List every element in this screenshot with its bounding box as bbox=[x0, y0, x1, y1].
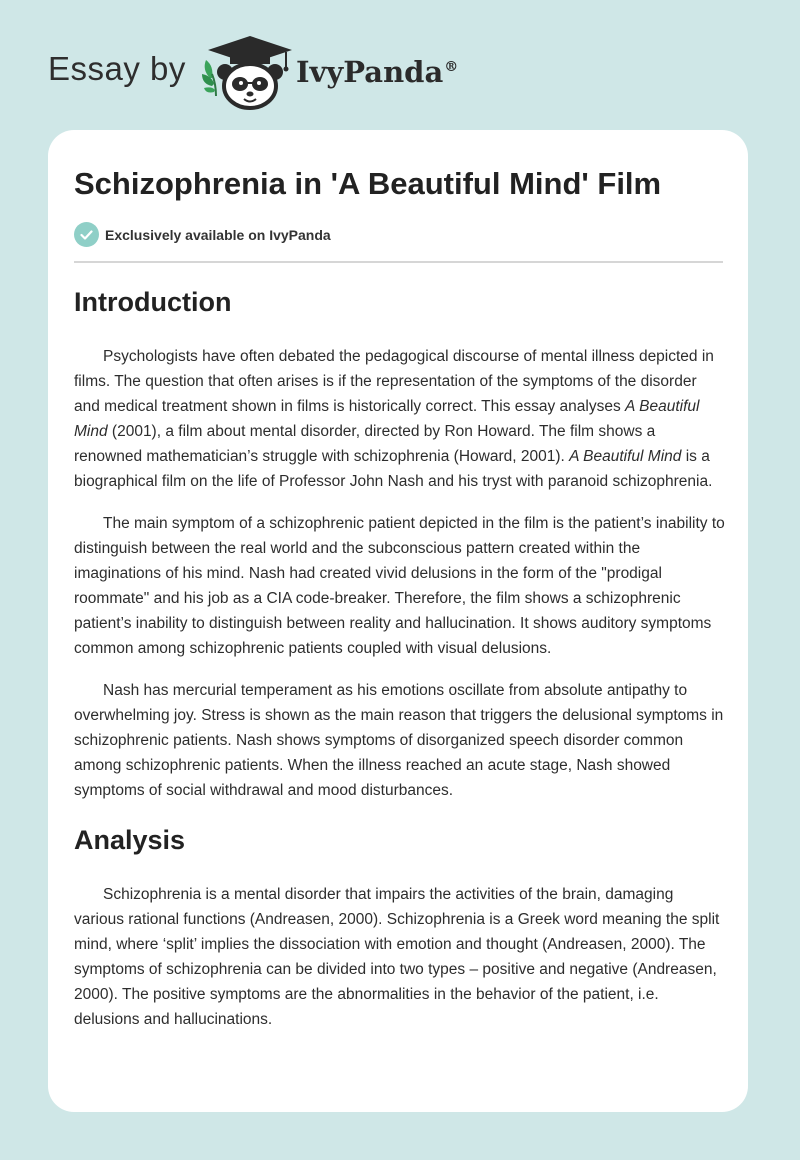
panda-logo-icon bbox=[200, 34, 300, 110]
paragraph-text: Psychologists have often debated the pedagogical discourse of mental illness depicted in films. The question that often arises is if the representation of the symptoms of the disorder and medical treatment shown in films is historically correct. This essay analyses bbox=[74, 348, 714, 415]
paragraph: The main symptom of a schizophrenic patient depicted in the film is the patient’s inability to distinguish between the real world and the subconscious pattern created within the imaginations of his mind. Nash had created vivid delusions in the form of the "prodigal roommate" and his job as a CIA code-breaker. Therefore, the film shows a schizophrenic patient’s inability to distinguish between reality and hallucination. It shows auditory symptoms common among schizophrenic patients coupled with visual delusions. bbox=[74, 515, 725, 657]
divider bbox=[74, 261, 723, 263]
paragraph bbox=[74, 344, 726, 494]
registered-mark: ® bbox=[444, 59, 459, 76]
section-heading-analysis: Analysis bbox=[74, 825, 186, 855]
essay-by-text: Essay by bbox=[48, 50, 186, 87]
checkmark-icon bbox=[74, 222, 99, 247]
section-heading-introduction: Introduction bbox=[74, 287, 232, 317]
paragraph: Schizophrenia is a mental disorder that impairs the activities of the brain, damaging various rational functions (Andreasen, 2000). Schizophrenia is a Greek word meaning the split mind, where ‘split’ implies the dissociation with emotion and thought (Andreasen, 2000). The symptoms of schizophrenia can be divided into two types – positive and negative (Andreasen, 2000). The positive symptoms are the abnormalities in the behavior of the patient, i.e. delusions and hallucinations. bbox=[74, 886, 720, 1028]
brand-name[interactable] bbox=[296, 55, 458, 89]
paragraph-text: is a biographical film on the life of Professor John Nash and his tryst with paranoid schizophrenia. bbox=[74, 448, 713, 490]
paragraph: Nash has mercurial temperament as his emotions oscillate from absolute antipathy to overwhelming joy. Stress is shown as the main reason that triggers the delusional symptoms in schizophrenic patients. Nash shows symptoms of disorganized speech disorder common among schizophrenic patients. When the illness reached an acute stage, Nash showed symptoms of social withdrawal and mood disturbances. bbox=[74, 682, 724, 799]
ivypanda-logo[interactable] bbox=[200, 34, 300, 110]
essay-card bbox=[48, 130, 748, 1112]
exclusive-badge bbox=[74, 222, 331, 247]
exclusive-label: Exclusively available on IvyPanda bbox=[105, 226, 331, 243]
film-title-italic: A Beautiful Mind bbox=[569, 448, 682, 465]
paragraph-text: (2001), a film about mental disorder, directed by Ron Howard. The film shows a renowned mathematician’s struggle with schizophrenia (Howard, 2001). bbox=[74, 423, 656, 465]
essay-body bbox=[74, 280, 726, 1032]
page-title: Schizophrenia in 'A Beautiful Mind' Film bbox=[74, 166, 662, 201]
brand-text: IvyPanda bbox=[296, 55, 444, 89]
site-header bbox=[0, 0, 800, 130]
film-title-italic: A Beautiful Mind bbox=[74, 398, 700, 440]
